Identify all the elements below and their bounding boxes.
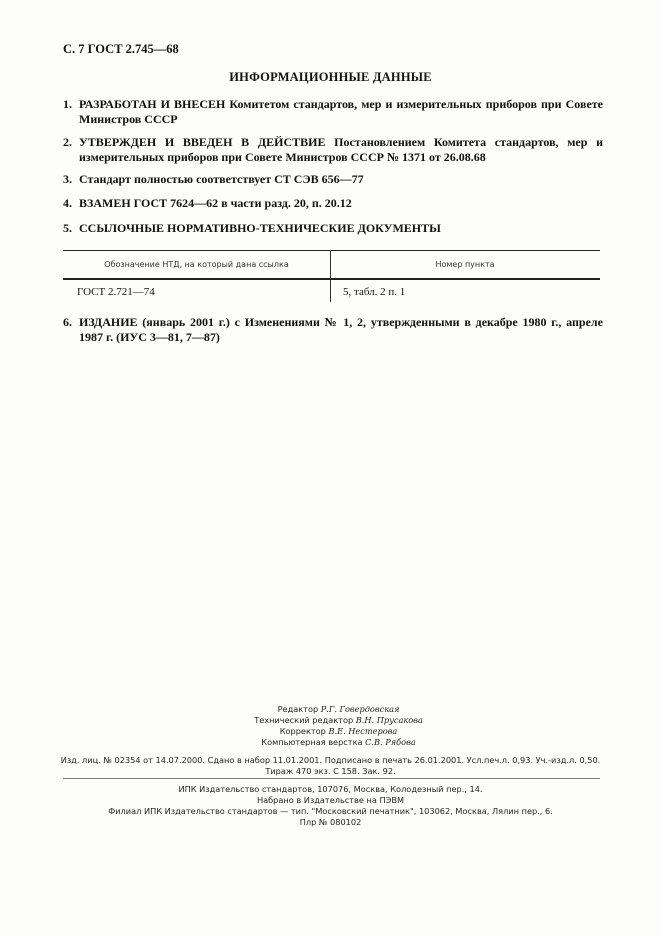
- table-header-clause: Номер пункта: [435, 260, 495, 269]
- printing-line-3: Филиал ИПК Издательство стандартов — тип. "Московский печатник", 103062, Москва, Лялин пер., 6.: [108, 806, 553, 816]
- imprint-divider: [63, 778, 600, 779]
- table-header-document: Обозначение НТД, на который дана ссылка: [104, 260, 289, 269]
- table-cell-document: ГОСТ 2.721—74: [77, 286, 155, 298]
- item-number: 6.: [63, 315, 72, 329]
- credit-proofreader: Корректор В.Е. Нестерова: [279, 726, 398, 736]
- item-text: ИЗДАНИЕ (январь 2001 г.) с Изменениями № 1, 2, утвержденными в декабре 1980 г., апреле 1987 г. (ИУС 3—81, 7—87): [79, 315, 603, 344]
- info-item-4: [63, 196, 603, 211]
- info-item-1: [63, 97, 603, 126]
- printing-info: [0, 784, 661, 828]
- item-text: РАЗРАБОТАН И ВНЕСЕН Комитетом стандартов, мер и измерительных приборов при Совете Министров СССР: [79, 97, 603, 126]
- table-header-rule: [63, 278, 600, 280]
- info-item-5: [63, 221, 603, 236]
- item-number: 3.: [63, 172, 72, 186]
- item-number: 5.: [63, 221, 72, 235]
- credit-tech-editor: Технический редактор В.Н. Прусакова: [254, 715, 423, 725]
- section-title: ИНФОРМАЦИОННЫЕ ДАННЫЕ: [229, 70, 432, 84]
- table-top-rule: [63, 250, 600, 251]
- item-number: 2.: [63, 135, 72, 149]
- item-number: 1.: [63, 97, 72, 111]
- page-header: С. 7 ГОСТ 2.745—68: [63, 42, 179, 56]
- item-number: 4.: [63, 196, 72, 210]
- info-item-6: [63, 315, 603, 344]
- info-item-2: [63, 135, 603, 164]
- publication-line-2: Тираж 470 экз. С 158. Зак. 92.: [265, 766, 396, 776]
- item-text: ВЗАМЕН ГОСТ 7624—62 в части разд. 20, п. 20.12: [79, 196, 352, 210]
- table-cell-clause: 5, табл. 2 п. 1: [343, 286, 406, 298]
- credit-layout: Компьютерная верстка С.В. Рябова: [261, 737, 416, 747]
- publication-line-1: Изд. лиц. № 02354 от 14.07.2000. Сдано в набор 11.01.2001. Подписано в печать 26.01.2001. Усл.печ.л. 0,93. Уч.-изд.л. 0,50.: [60, 755, 601, 765]
- editorial-credits: [0, 704, 661, 748]
- printing-line-4: Плр № 080102: [299, 817, 362, 827]
- item-text: УТВЕРЖДЕН И ВВЕДЕН В ДЕЙСТВИЕ Постановлением Комитета стандартов, мер и измерительных приборов при Совете Министров СССР № 1371 от 26.08.68: [79, 135, 603, 164]
- item-text: ССЫЛОЧНЫЕ НОРМАТИВНО-ТЕХНИЧЕСКИЕ ДОКУМЕНТЫ: [79, 221, 441, 235]
- table-column-divider: [330, 250, 331, 302]
- printing-line-1: ИПК Издательство стандартов, 107076, Москва, Колодезный пер., 14.: [178, 784, 483, 794]
- publication-info: [0, 755, 661, 777]
- item-text: Стандарт полностью соответствует СТ СЭВ 656—77: [79, 172, 364, 186]
- info-item-3: [63, 172, 603, 187]
- printing-line-2: Набрано в Издательстве на ПЭВМ: [256, 795, 405, 805]
- credit-editor: Редактор Р.Г. Говердовская: [277, 704, 400, 714]
